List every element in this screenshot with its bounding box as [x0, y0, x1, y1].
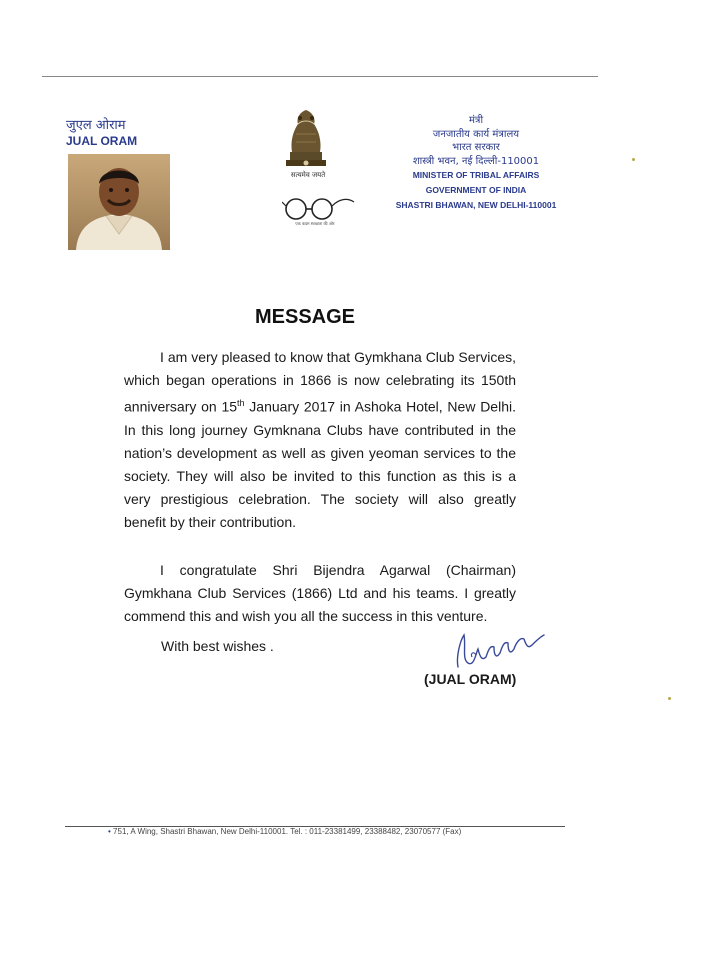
- minister-name-hindi: जुएल ओराम: [66, 118, 126, 133]
- signatory-name: (JUAL ORAM): [424, 671, 517, 687]
- message-paragraph-2: [124, 559, 516, 628]
- message-paragraph-1: [124, 346, 516, 534]
- minister-photo: [68, 154, 170, 250]
- office-line-hindi: जनजातीय कार्य मंत्रालय: [432, 128, 520, 140]
- swachh-tagline: एक कदम स्वच्छता की ओर: [295, 221, 335, 226]
- minister-name-english: JUAL ORAM: [66, 134, 138, 148]
- office-line-english: SHASTRI BHAWAN, NEW DELHI-110001: [395, 200, 557, 210]
- paragraph-2-text: I congratulate Shri Bijendra Agarwal (Chairman) Gymkhana Club Services (1866) Ltd and his teams. I greatly commend this and wish you all the success in this venture.: [124, 562, 516, 624]
- office-line-hindi: मंत्री: [468, 115, 484, 126]
- scan-speck: [632, 158, 635, 161]
- message-heading: MESSAGE: [254, 306, 356, 328]
- office-address-block: [386, 114, 566, 213]
- date-ordinal-suffix: th: [237, 398, 245, 408]
- closing-salutation: With best wishes .: [161, 638, 274, 654]
- office-line-english: MINISTER OF TRIBAL AFFAIRS: [412, 170, 540, 180]
- footer-address-text: 751, A Wing, Shastri Bhawan, New Delhi-110001. Tel. : 011-23381499, 23388482, 23070577 (Fax): [113, 827, 462, 836]
- footer-bullet: •: [108, 827, 111, 836]
- office-line-hindi: भारत सरकार: [452, 142, 500, 153]
- emblem-motto: सत्यमेव जयते: [290, 171, 326, 179]
- paragraph-1-text: I am very pleased to know that Gymkhana Club Services, which began operations in 1866 is now celebrating its 150th anniversary on 15: [124, 349, 516, 415]
- office-line-english: GOVERNMENT OF INDIA: [425, 185, 527, 195]
- top-rule: [42, 76, 598, 77]
- handwritten-signature: [452, 627, 548, 671]
- footer-address: [108, 827, 461, 836]
- paragraph-1-text-continued: January 2017 in Ashoka Hotel, New Delhi. In this long journey Gymknana Clubs have contributed in the nation’s development as well as given yeoman services to the society. They will also be invited to this function as this is a very prestigious celebration. The society will also greatly benefit by their contribution.: [124, 398, 516, 530]
- scan-speck: [668, 697, 671, 700]
- office-line-hindi: शास्त्री भवन, नई दिल्ली-110001: [412, 155, 540, 167]
